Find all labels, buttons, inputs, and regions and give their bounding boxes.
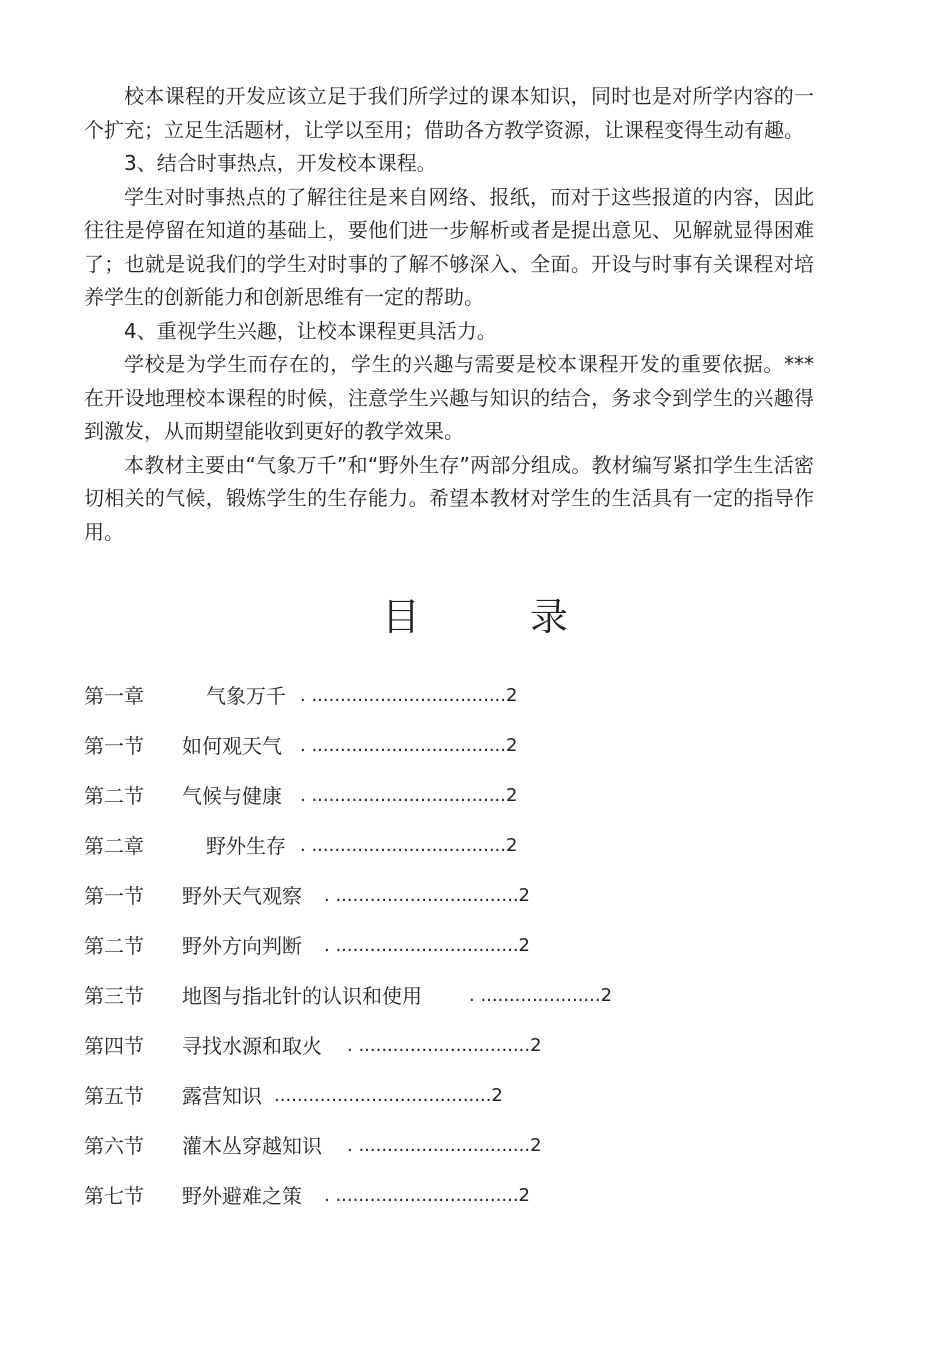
toc-entry-label: 第三节 — [84, 984, 144, 1008]
toc-entry-label: 第一节 — [84, 734, 144, 758]
toc-entry-title: 气象万千 — [206, 684, 286, 708]
toc-title — [0, 586, 950, 641]
toc-entry[interactable] — [84, 976, 784, 1026]
toc-entry-title: 地图与指北针的认识和使用 — [182, 984, 422, 1008]
toc-entry-label: 第二节 — [84, 784, 144, 808]
toc-entry-page: . ..................................2 — [300, 835, 518, 856]
toc-entry-label: 第七节 — [84, 1184, 144, 1208]
toc-entry-page: . ..............................2 — [347, 1135, 542, 1156]
toc-entry[interactable] — [84, 726, 784, 776]
body-text — [84, 80, 814, 549]
toc-entry-page: . ..............................2 — [347, 1035, 542, 1056]
toc-entry-page: . ..................................2 — [300, 735, 518, 756]
toc-entry[interactable] — [84, 826, 784, 876]
toc-entry-page: . ................................2 — [324, 1185, 530, 1206]
toc-entry-label: 第二节 — [84, 934, 144, 958]
toc-entry-page: . ..................................2 — [300, 685, 518, 706]
toc-entry-title: 气候与健康 — [182, 784, 282, 808]
toc-entry-page: . ................................2 — [324, 935, 530, 956]
toc-entry-label: 第五节 — [84, 1084, 144, 1108]
paragraph: 校本课程的开发应该立足于我们所学过的课本知识，同时也是对所学内容的一个扩充；立足生活题材，让学以至用；借助各方教学资源，让课程变得生动有趣。 — [84, 84, 814, 142]
toc-entry-title: 野外生存 — [206, 834, 286, 858]
toc-entry-page: . .....................2 — [469, 985, 613, 1006]
toc-title-char: 录 — [530, 595, 569, 639]
table-of-contents — [84, 676, 784, 1226]
toc-entry-label: 第四节 — [84, 1034, 144, 1058]
toc-entry[interactable] — [84, 1176, 784, 1226]
toc-entry[interactable] — [84, 1126, 784, 1176]
toc-entry[interactable] — [84, 876, 784, 926]
toc-entry-title: 寻找水源和取火 — [182, 1034, 322, 1058]
toc-entry-title: 野外避难之策 — [182, 1184, 302, 1208]
toc-entry[interactable] — [84, 676, 784, 726]
toc-entry[interactable] — [84, 926, 784, 976]
toc-entry-label: 第二章 — [84, 834, 144, 858]
toc-entry-label: 第一章 — [84, 684, 144, 708]
toc-entry-title: 野外天气观察 — [182, 884, 302, 908]
toc-title-char: 目 — [381, 595, 420, 639]
toc-entry[interactable] — [84, 1076, 784, 1126]
toc-entry-page: ......................................2 — [274, 1085, 503, 1106]
toc-entry-title: 如何观天气 — [182, 734, 282, 758]
section-heading: 4、重视学生兴趣，让校本课程更具活力。 — [124, 318, 497, 343]
toc-entry-label: 第六节 — [84, 1134, 144, 1158]
toc-entry-page: . ..................................2 — [300, 785, 518, 806]
toc-entry-title: 露营知识 — [182, 1084, 262, 1108]
toc-entry-label: 第一节 — [84, 884, 144, 908]
toc-entry-title: 野外方向判断 — [182, 934, 302, 958]
toc-entry-page: . ................................2 — [324, 885, 530, 906]
paragraph: 学生对时事热点的了解往往是来自网络、报纸，而对于这些报道的内容，因此往往是停留在知道的基础上，要他们进一步解析或者是提出意见、见解就显得困难了；也就是说我们的学生对时事的了解不够深入、全面。开设与时事有关课程对培养学生的创新能力和创新思维有一定的帮助。 — [84, 184, 814, 309]
paragraph: 本教材主要由“气象万千”和“野外生存”两部分组成。教材编写紧扣学生生活密切相关的气候，锻炼学生的生存能力。希望本教材对学生的生活具有一定的指导作用。 — [84, 452, 814, 544]
paragraph: 学校是为学生而存在的，学生的兴趣与需要是校本课程开发的重要依据。*** 在开设地理校本课程的时候，注意学生兴趣与知识的结合，务求令到学生的兴趣得到激发，从而期望能收到更好的教学效果。 — [84, 352, 814, 443]
toc-entry-title: 灌木丛穿越知识 — [182, 1134, 322, 1158]
toc-entry[interactable] — [84, 1026, 784, 1076]
section-heading: 3、结合时事热点，开发校本课程。 — [124, 151, 437, 175]
toc-entry[interactable] — [84, 776, 784, 826]
